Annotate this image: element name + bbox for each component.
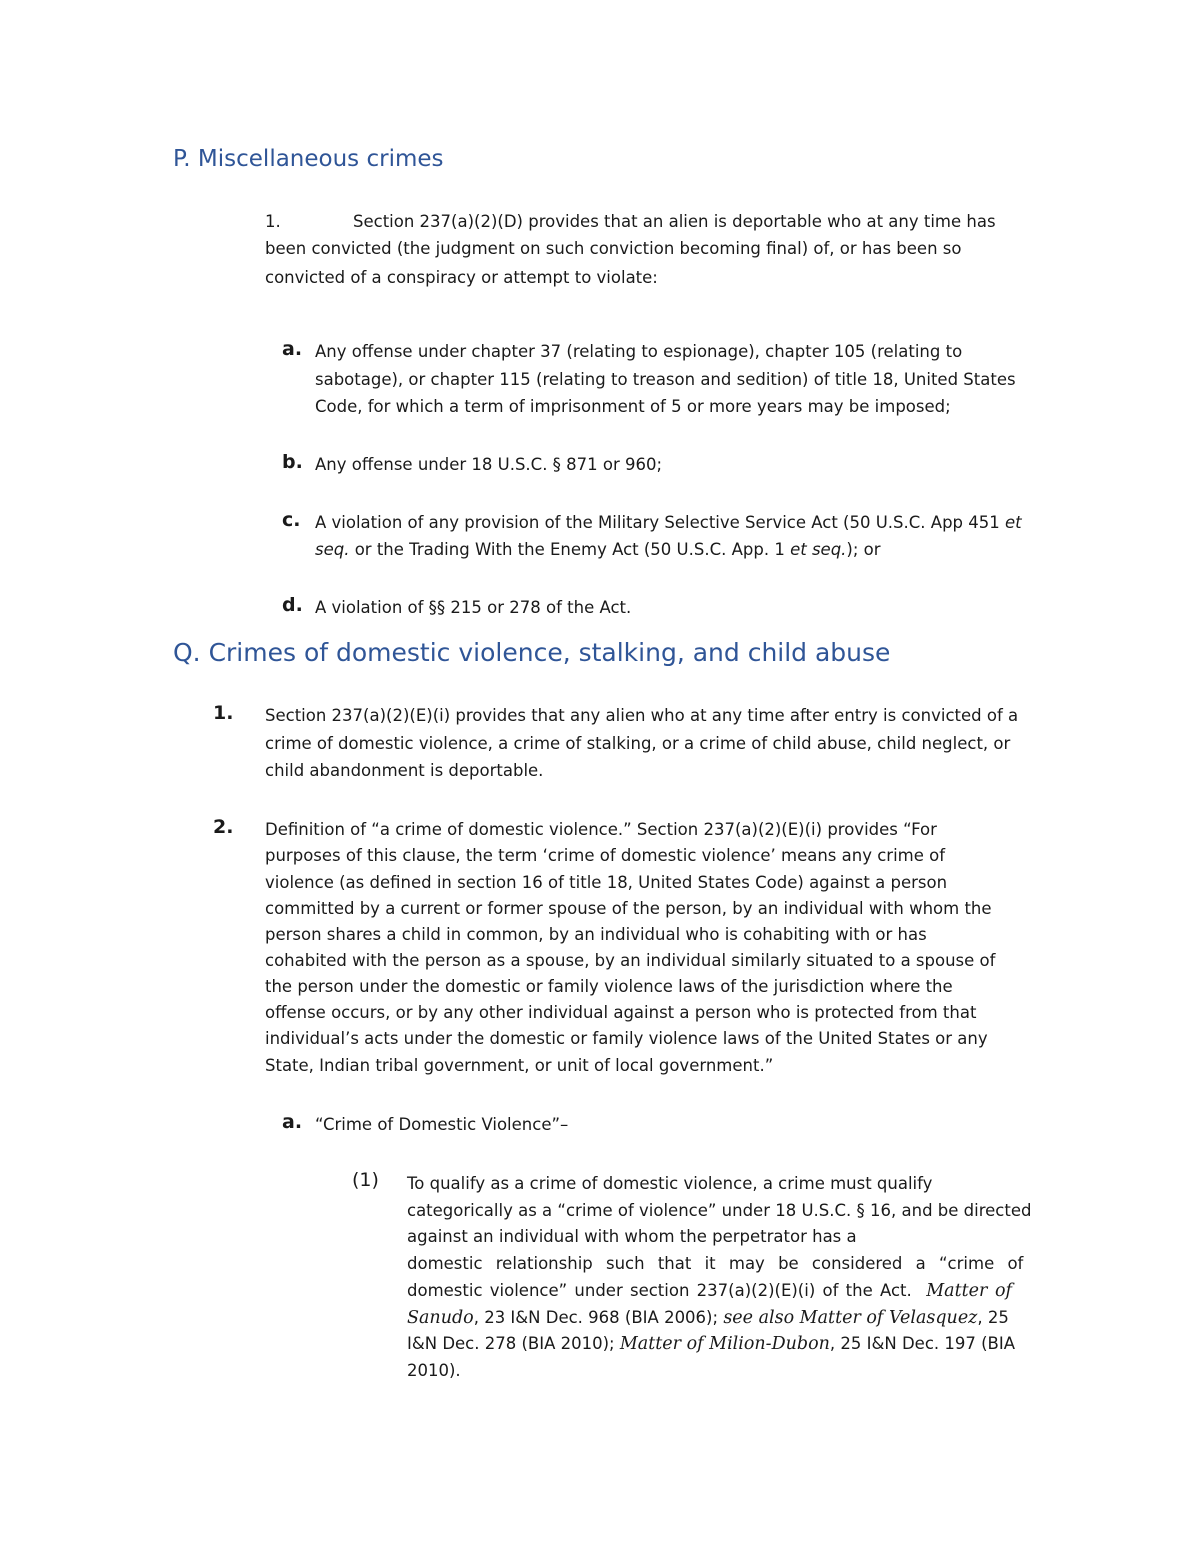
section-q-sub-1-line6 (407, 1304, 1009, 1332)
section-q-item-2-line6: cohabited with the person as a spouse, by an individual similarly situated to a spouse of (265, 951, 996, 970)
section-q-item-1-number: 1. (213, 702, 234, 724)
section-p-item-a-label: a. (282, 338, 303, 360)
section-q-item-2-line2: purposes of this clause, the term ‘crime of domestic violence’ means any crime of (265, 846, 946, 865)
section-q-sub-1-line3: against an individual with whom the perpetrator has a (407, 1227, 857, 1246)
section-p-item-a-line2: sabotage), or chapter 115 (relating to treason and sedition) of title 18, United States (315, 370, 1016, 389)
section-p-item-c-et: et (1005, 513, 1022, 532)
section-q-item-2-number: 2. (213, 816, 234, 838)
section-q-item-2-line9: individual’s acts under the domestic or family violence laws of the United States or any (265, 1029, 988, 1048)
section-q-sub-1-line7 (407, 1330, 1015, 1358)
section-p-heading: P. Miscellaneous crimes (173, 146, 444, 172)
section-p-item-c-line1-text: A violation of any provision of the Military Selective Service Act (50 U.S.C. App 451 (315, 513, 1006, 532)
section-p-item-b-label: b. (282, 451, 303, 473)
section-p-item-c-line1 (315, 509, 1022, 536)
section-p-item-c-seq: seq. (315, 540, 350, 559)
section-q-sub-1-line5-text: domestic violence” under section 237(a)(2)(E)(i) of the Act. (407, 1281, 927, 1300)
section-p-item-a-line3: Code, for which a term of imprisonment of 5 or more years may be imposed; (315, 397, 951, 416)
section-q-sub-1-line6-text: , 23 I&N Dec. 968 (BIA 2006); (473, 1308, 724, 1327)
section-p-item-1-line1: Section 237(a)(2)(D) provides that an alien is deportable who at any time has (353, 212, 996, 231)
section-q-sub-1-line5 (407, 1277, 1012, 1305)
section-q-item-1-line3: child abandonment is deportable. (265, 761, 544, 780)
section-p-item-1-line3: convicted of a conspiracy or attempt to violate: (265, 268, 658, 287)
section-q-sub-1-line4: domestic relationship such that it may be considered a “crime of (407, 1254, 1024, 1273)
section-p-item-1-line2: been convicted (the judgment on such conviction becoming final) of, or has been so (265, 239, 962, 258)
section-p-item-c-line2-text: or the Trading With the Enemy Act (50 U.S.C. App. 1 (349, 540, 791, 559)
section-q-item-1-line2: crime of domestic violence, a crime of stalking, or a crime of child abuse, child neglect, or (265, 734, 1011, 753)
section-p-item-d-label: d. (282, 594, 303, 616)
section-q-item-2-line5: person shares a child in common, by an individual who is cohabiting with or has (265, 925, 927, 944)
section-q-sub-1-line2: categorically as a “crime of violence” under 18 U.S.C. § 16, and be directed (407, 1201, 1032, 1220)
section-q-item-2-line1: Definition of “a crime of domestic violence.” Section 237(a)(2)(E)(i) provides “For (265, 820, 937, 839)
section-p-item-c-line2-end: ); or (846, 540, 881, 559)
section-p-item-a-line1: Any offense under chapter 37 (relating to espionage), chapter 105 (relating to (315, 342, 963, 361)
section-q-sub-1-line6-end: , 25 (977, 1308, 1009, 1327)
section-q-sub-1-line1: To qualify as a crime of domestic violence, a crime must qualify (407, 1174, 933, 1193)
section-q-sub-1-milion-dubon: Matter of Milion-Dubon (619, 1334, 830, 1354)
section-q-sub-1-sanudo: Sanudo (407, 1308, 474, 1328)
section-q-item-2-line10: State, Indian tribal government, or unit of local government.” (265, 1056, 774, 1075)
section-q-item-2-line7: the person under the domestic or family violence laws of the jurisdiction where the (265, 977, 953, 996)
section-p-item-d-line1: A violation of §§ 215 or 278 of the Act. (315, 598, 632, 617)
section-q-sub-1-label: (1) (352, 1169, 379, 1191)
section-q-item-2-line4: committed by a current or former spouse of the person, by an individual with whom the (265, 899, 992, 918)
section-p-item-c-etseq: et seq. (790, 540, 847, 559)
section-p-item-c-line2 (315, 536, 881, 563)
section-q-item-2-line8: offense occurs, or by any other individual against a person who is protected from that (265, 1003, 977, 1022)
section-p-item-1-number: 1. (265, 212, 281, 231)
section-q-sub-1-line7-end: , 25 I&N Dec. 197 (BIA (829, 1334, 1016, 1353)
section-q-sub-a-text: “Crime of Domestic Violence”– (315, 1115, 569, 1134)
section-q-item-2-line3: violence (as defined in section 16 of title 18, United States Code) against a person (265, 873, 948, 892)
section-q-sub-1-velasquez: see also Matter of Velasquez (723, 1308, 978, 1328)
section-p-item-c-label: c. (282, 509, 301, 531)
section-q-sub-1-matter-of: Matter of (926, 1281, 1012, 1301)
section-p-item-b-line1: Any offense under 18 U.S.C. § 871 or 960; (315, 455, 663, 474)
section-q-sub-1-line7-text: I&N Dec. 278 (BIA 2010); (407, 1334, 620, 1353)
section-q-item-1-line1: Section 237(a)(2)(E)(i) provides that any alien who at any time after entry is convicted of a (265, 706, 1019, 725)
section-q-sub-1-line8: 2010). (407, 1361, 461, 1380)
section-q-heading: Q. Crimes of domestic violence, stalking, and child abuse (173, 638, 891, 667)
section-q-sub-a-label: a. (282, 1111, 303, 1133)
